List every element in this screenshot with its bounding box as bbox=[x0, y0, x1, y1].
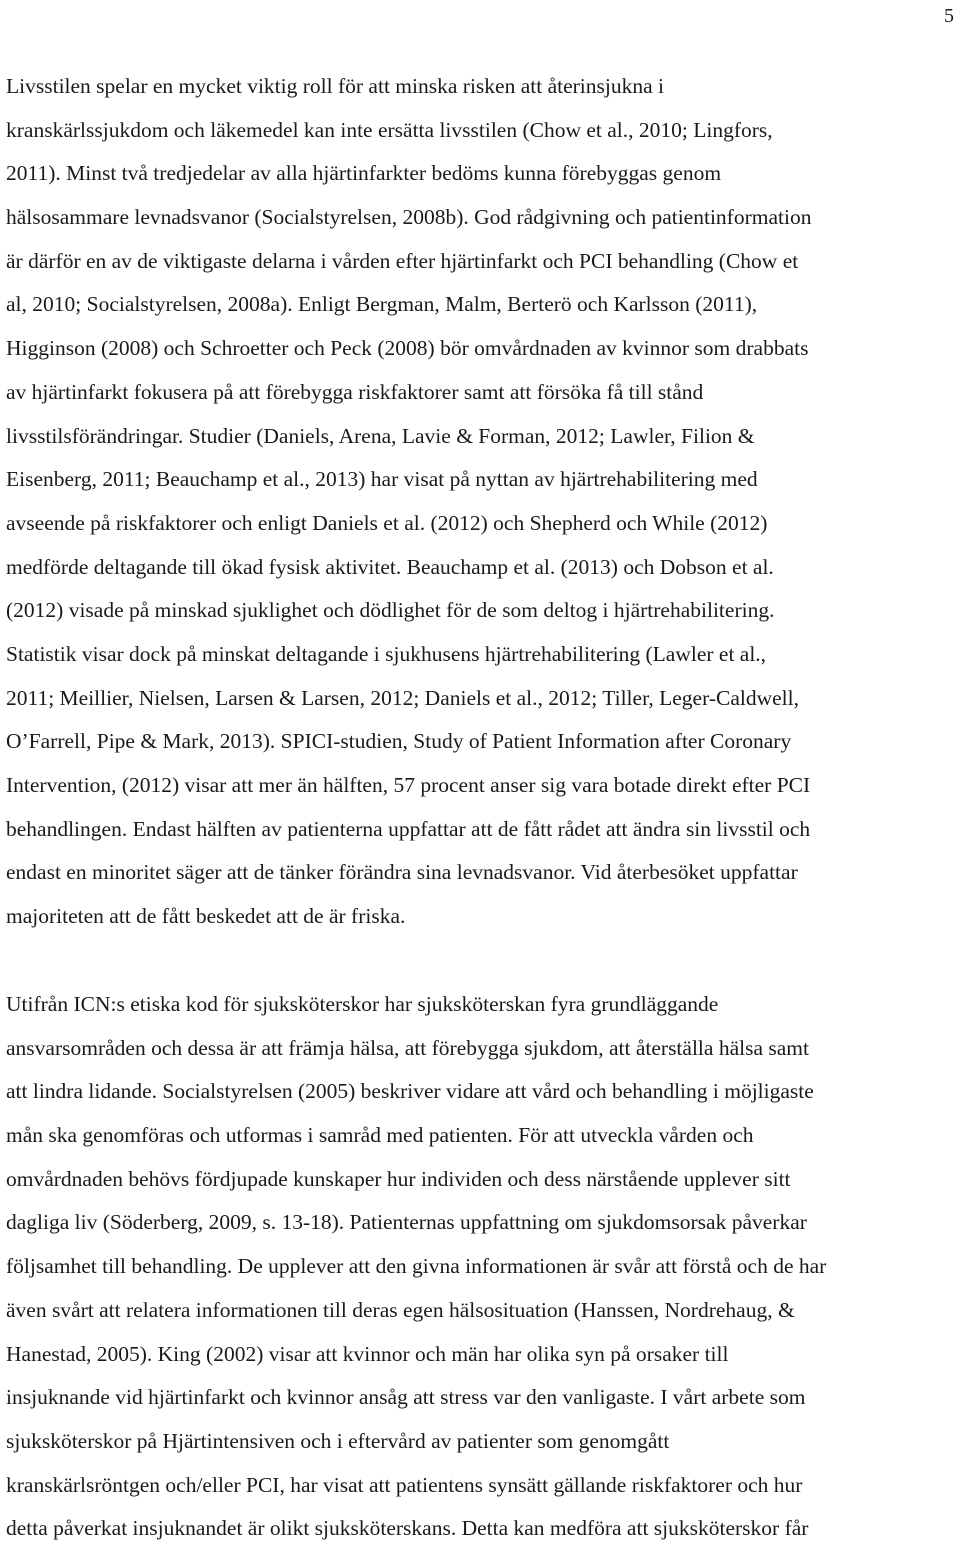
text-line: av hjärtinfarkt fokusera på att förebygga riskfaktorer samt att försöka få till stånd bbox=[6, 379, 704, 404]
text-line: att lindra lidande. Socialstyrelsen (2005) beskriver vidare att vård och behandling i möjligaste bbox=[6, 1079, 814, 1104]
text-line: O’Farrell, Pipe & Mark, 2013). SPICI-studien, Study of Patient Information after Coronary bbox=[6, 729, 792, 754]
text-line: Higginson (2008) och Schroetter och Peck (2008) bör omvårdnaden av kvinnor som drabbats bbox=[6, 336, 809, 361]
text-line: livsstilsförändringar. Studier (Daniels, Arena, Lavie & Forman, 2012; Lawler, Filion & bbox=[6, 423, 755, 448]
text-line: Hanestad, 2005). King (2002) visar att kvinnor och män har olika syn på orsaker till bbox=[6, 1341, 729, 1366]
text-line: Intervention, (2012) visar att mer än hälften, 57 procent anser sig vara botade direkt efter PCI bbox=[6, 773, 811, 797]
text-line: kranskärlsröntgen och/eller PCI, har visat att patientens synsätt gällande riskfaktorer och hur bbox=[6, 1472, 803, 1497]
text-line: hälsosammare levnadsvanor (Socialstyrelsen, 2008b). God rådgivning och patientinformation bbox=[6, 205, 812, 230]
text-line: mån ska genomföras och utformas i samråd med patienten. För att utveckla vården och bbox=[6, 1123, 754, 1148]
text-line: även svårt att relatera informationen till deras egen hälsosituation (Hanssen, Nordrehaug, & bbox=[6, 1297, 795, 1322]
text-line: sjuksköterskor på Hjärtintensiven och i eftervård av patienter som genomgått bbox=[6, 1428, 670, 1453]
text-line: omvårdnaden behövs fördjupade kunskaper hur individen och dess närstående upplever sitt bbox=[6, 1166, 791, 1191]
text-line: 2011). Minst två tredjedelar av alla hjärtinfarkter bedöms kunna förebyggas genom bbox=[6, 161, 722, 186]
text-line: Eisenberg, 2011; Beauchamp et al., 2013) har visat på nyttan av hjärtrehabilitering med bbox=[6, 467, 758, 492]
text-line: detta påverkat insjuknandet är olikt sjuksköterskans. Detta kan medföra att sjuksköterskor får bbox=[6, 1516, 809, 1541]
text-line: Utifrån ICN:s etiska kod för sjuksköterskor har sjuksköterskan fyra grundläggande bbox=[6, 992, 719, 1016]
text-line: 2011; Meillier, Nielsen, Larsen & Larsen, 2012; Daniels et al., 2012; Tiller, Leger-Caldwell, bbox=[6, 685, 799, 710]
text-line: är därför en av de viktigaste delarna i vården efter hjärtinfarkt och PCI behandling (Chow et bbox=[6, 248, 799, 273]
paragraph-lifestyle bbox=[6, 65, 954, 939]
text-line: al, 2010; Socialstyrelsen, 2008a). Enligt Bergman, Malm, Berterö och Karlsson (2011), bbox=[6, 292, 758, 317]
text-line: endast en minoritet säger att de tänker förändra sina levnadsvanor. Vid återbesöket uppfattar bbox=[6, 860, 798, 885]
text-line: dagliga liv (Söderberg, 2009, s. 13-18). Patienternas uppfattning om sjukdomsorsak påverkar bbox=[6, 1210, 807, 1235]
text-line: majoriteten att de fått beskedet att de är friska. bbox=[6, 904, 406, 929]
text-line: Livsstilen spelar en mycket viktig roll för att minska risken att återinsjukna i bbox=[6, 74, 664, 98]
text-line: ansvarsområden och dessa är att främja hälsa, att förebygga sjukdom, att återställa hälsa samt bbox=[6, 1035, 809, 1060]
text-line: insjuknande vid hjärtinfarkt och kvinnor ansåg att stress var den vanligaste. I vårt arbete som bbox=[6, 1385, 806, 1410]
text-line: avseende på riskfaktorer och enligt Daniels et al. (2012) och Shepherd och While (2012) bbox=[6, 510, 768, 535]
text-line: behandlingen. Endast hälften av patienterna uppfattar att de fått rådet att ändra sin livsstil och bbox=[6, 816, 811, 841]
text-line: följsamhet till behandling. De upplever att den givna informationen är svår att förstå och de har bbox=[6, 1254, 827, 1279]
text-line: Statistik visar dock på minskat deltagande i sjukhusens hjärtrehabilitering (Lawler et al., bbox=[6, 641, 767, 666]
text-line: (2012) visade på minskad sjuklighet och dödlighet för de som deltog i hjärtrehabilitering. bbox=[6, 598, 775, 623]
page-number: 5 bbox=[944, 5, 954, 27]
text-line: medförde deltagande till ökad fysisk aktivitet. Beauchamp et al. (2013) och Dobson et al. bbox=[6, 554, 774, 579]
paragraph-nursing bbox=[6, 983, 954, 1551]
text-line: kranskärlssjukdom och läkemedel kan inte ersätta livsstilen (Chow et al., 2010; Lingfors, bbox=[6, 117, 773, 142]
